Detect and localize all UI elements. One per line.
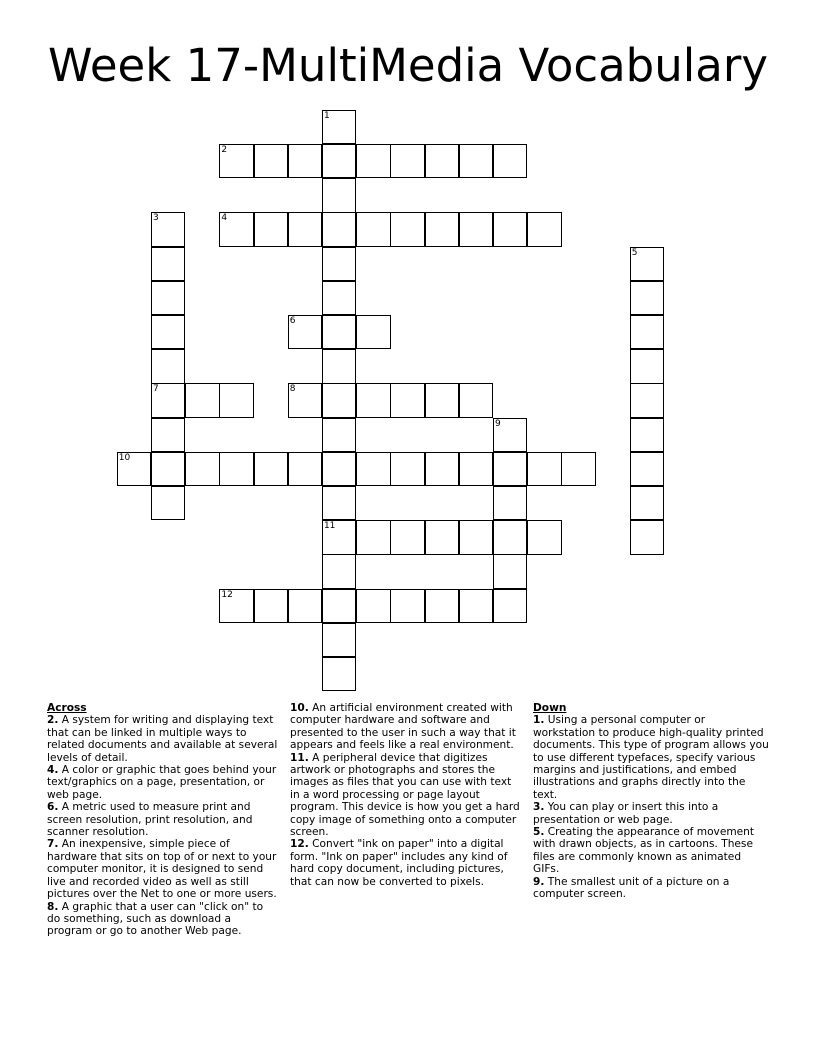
- grid-cell[interactable]: [322, 349, 357, 384]
- grid-cell[interactable]: [151, 452, 186, 487]
- grid-cell[interactable]: [390, 144, 425, 179]
- grid-cell[interactable]: [493, 144, 528, 179]
- grid-cell[interactable]: [425, 383, 460, 418]
- grid-cell[interactable]: [288, 452, 323, 487]
- grid-cell[interactable]: [459, 589, 494, 624]
- grid-cell[interactable]: [459, 212, 494, 247]
- grid-cell[interactable]: [390, 520, 425, 555]
- clue-text: Convert "ink on paper" into a digital form. "Ink on paper" includes any kind of hard copy document, including pictures, that can now be converted to pixels.: [290, 838, 508, 888]
- grid-cell[interactable]: [151, 486, 186, 521]
- grid-cell[interactable]: [630, 247, 665, 282]
- grid-cell[interactable]: [493, 486, 528, 521]
- grid-cell[interactable]: [493, 589, 528, 624]
- grid-cell[interactable]: [219, 589, 254, 624]
- grid-cell[interactable]: [630, 383, 665, 418]
- page-title: Week 17-MultiMedia Vocabulary: [48, 39, 768, 92]
- grid-cell[interactable]: [459, 144, 494, 179]
- grid-cell[interactable]: [322, 315, 357, 350]
- grid-cell[interactable]: [493, 520, 528, 555]
- grid-cell[interactable]: [322, 383, 357, 418]
- across-clue: [47, 764, 279, 801]
- clue-text: An inexpensive, simple piece of hardware that sits on top of or next to your computer monitor, it is designed to send live and recorded video as well as still pictures over the Net to one or more users.: [47, 838, 277, 901]
- clue-text: A metric used to measure print and screen resolution, print resolution, and scanner resolution.: [47, 801, 253, 839]
- down-clue: [533, 876, 769, 901]
- grid-cell[interactable]: [117, 452, 152, 487]
- clue-label: 6.: [47, 801, 59, 814]
- clue-text: You can play or insert this into a presentation or web page.: [533, 801, 719, 826]
- down-clues-column: [533, 702, 769, 901]
- clue-number: 7: [152, 384, 159, 395]
- clue-number: 11: [323, 521, 336, 532]
- grid-cell[interactable]: [527, 212, 562, 247]
- clue-text: A system for writing and displaying text that can be linked in multiple ways to related documents and available at several levels of detail.: [47, 714, 278, 764]
- clue-number: 8: [289, 384, 296, 395]
- grid-cell[interactable]: [322, 144, 357, 179]
- grid-cell[interactable]: [288, 383, 323, 418]
- grid-cell[interactable]: [390, 212, 425, 247]
- grid-cell[interactable]: [288, 144, 323, 179]
- grid-cell[interactable]: [219, 144, 254, 179]
- clue-number: 12: [221, 589, 233, 600]
- clue-text: An artificial environment created with computer hardware and software and presented to the user in such a way that it appears and feels like a real environment.: [290, 702, 516, 752]
- grid-cell[interactable]: [493, 212, 528, 247]
- clue-label: 7.: [47, 838, 59, 851]
- grid-cell[interactable]: [322, 110, 357, 145]
- grid-cell[interactable]: [390, 452, 425, 487]
- grid-cell[interactable]: [219, 383, 254, 418]
- grid-cell[interactable]: [561, 452, 596, 487]
- grid-cell[interactable]: [630, 520, 665, 555]
- clue-label: 9.: [533, 875, 545, 888]
- grid-cell[interactable]: [254, 589, 289, 624]
- grid-cell[interactable]: [356, 212, 391, 247]
- grid-cell[interactable]: [356, 589, 391, 624]
- grid-cell[interactable]: [390, 383, 425, 418]
- grid-cell[interactable]: [527, 452, 562, 487]
- grid-cell[interactable]: [288, 589, 323, 624]
- across-clues-column-2: [290, 702, 524, 888]
- grid-cell[interactable]: [322, 520, 357, 555]
- grid-cell[interactable]: [356, 452, 391, 487]
- grid-cell[interactable]: [630, 418, 665, 453]
- clue-number: 2: [221, 144, 228, 155]
- grid-cell[interactable]: [493, 554, 528, 589]
- grid-cell[interactable]: [288, 212, 323, 247]
- clue-number: 9: [494, 418, 501, 429]
- grid-cell[interactable]: [493, 452, 528, 487]
- across-clues-column-1: [47, 702, 279, 938]
- down-clue: [533, 801, 769, 826]
- grid-cell[interactable]: [459, 520, 494, 555]
- grid-cell[interactable]: [425, 212, 460, 247]
- grid-cell[interactable]: [322, 247, 357, 282]
- grid-cell[interactable]: [322, 212, 357, 247]
- grid-cell[interactable]: [322, 178, 357, 213]
- grid-cell[interactable]: [390, 589, 425, 624]
- grid-cell[interactable]: [322, 554, 357, 589]
- grid-cell[interactable]: [219, 212, 254, 247]
- grid-cell[interactable]: [322, 418, 357, 453]
- grid-cell[interactable]: [151, 212, 186, 247]
- grid-cell[interactable]: [185, 452, 220, 487]
- grid-cell[interactable]: [493, 418, 528, 453]
- grid-cell[interactable]: [425, 520, 460, 555]
- grid-cell[interactable]: [185, 383, 220, 418]
- grid-cell[interactable]: [356, 383, 391, 418]
- grid-cell[interactable]: [425, 144, 460, 179]
- clue-label: 3.: [533, 801, 545, 814]
- grid-cell[interactable]: [322, 657, 357, 692]
- grid-cell[interactable]: [254, 452, 289, 487]
- across-clue: [47, 801, 279, 838]
- grid-cell[interactable]: [151, 281, 186, 316]
- down-heading: Down: [533, 702, 567, 714]
- down-clue: [533, 714, 769, 801]
- clue-text: Creating the appearance of movement with drawn objects, as in cartoons. These files are commonly known as animated GIFs.: [533, 826, 755, 876]
- clue-text: A peripheral device that digitizes artwork or photographs and stores the images as files that you can use with text in a word processing or page layout program. This device is how you get a hard copy image of something onto a computer screen.: [290, 751, 520, 839]
- grid-cell[interactable]: [356, 520, 391, 555]
- across-clue: [47, 901, 279, 938]
- clue-text: A graphic that a user can "click on" to do something, such as download a program or go to another Web page.: [47, 900, 264, 938]
- clue-label: 2.: [47, 714, 59, 727]
- across-clue: [290, 702, 524, 752]
- clue-text: Using a personal computer or workstation to produce high-quality printed documents. This type of program allows you to use different typefaces, specify various margins and justifications, and embed illustrations and graphs directly into the text.: [533, 714, 769, 801]
- grid-cell[interactable]: [322, 589, 357, 624]
- clue-label: 12.: [290, 838, 309, 851]
- grid-cell[interactable]: [630, 315, 665, 350]
- grid-cell[interactable]: [425, 452, 460, 487]
- clue-number: 3: [152, 213, 159, 224]
- grid-cell[interactable]: [356, 315, 391, 350]
- grid-cell[interactable]: [219, 452, 254, 487]
- clue-number: 4: [221, 213, 228, 224]
- across-clue: [47, 714, 279, 764]
- grid-cell[interactable]: [356, 144, 391, 179]
- grid-cell[interactable]: [151, 349, 186, 384]
- clue-label: 8.: [47, 900, 59, 913]
- grid-cell[interactable]: [459, 383, 494, 418]
- grid-cell[interactable]: [630, 452, 665, 487]
- clue-label: 11.: [290, 751, 309, 764]
- grid-cell[interactable]: [322, 281, 357, 316]
- grid-cell[interactable]: [151, 315, 186, 350]
- grid-cell[interactable]: [630, 281, 665, 316]
- grid-cell[interactable]: [459, 452, 494, 487]
- clue-number: 6: [289, 315, 296, 326]
- grid-cell[interactable]: [425, 589, 460, 624]
- clue-text: A color or graphic that goes behind your text/graphics on a page, presentation, or web page.: [47, 764, 277, 801]
- clue-number: 10: [118, 452, 131, 463]
- down-clue: [533, 826, 769, 876]
- grid-cell[interactable]: [254, 144, 289, 179]
- grid-cell[interactable]: [630, 349, 665, 384]
- grid-cell[interactable]: [527, 520, 562, 555]
- across-clue: [47, 838, 279, 900]
- grid-cell[interactable]: [151, 247, 186, 282]
- clue-label: 10.: [290, 702, 309, 714]
- clue-label: 4.: [47, 764, 59, 777]
- grid-cell[interactable]: [151, 383, 186, 418]
- grid-cell[interactable]: [322, 623, 357, 658]
- clue-number: 1: [323, 110, 330, 121]
- grid-cell[interactable]: [254, 212, 289, 247]
- clue-text: The smallest unit of a picture on a computer screen.: [533, 875, 730, 901]
- across-clue: [290, 752, 524, 839]
- clue-label: 1.: [533, 714, 545, 727]
- grid-cell[interactable]: [322, 486, 357, 521]
- clue-number: 5: [631, 247, 638, 258]
- across-clue: [290, 838, 524, 888]
- clue-label: 5.: [533, 826, 545, 839]
- grid-cell[interactable]: [322, 452, 357, 487]
- grid-cell[interactable]: [151, 418, 186, 453]
- across-heading: Across: [47, 702, 87, 714]
- grid-cell[interactable]: [288, 315, 323, 350]
- grid-cell[interactable]: [630, 486, 665, 521]
